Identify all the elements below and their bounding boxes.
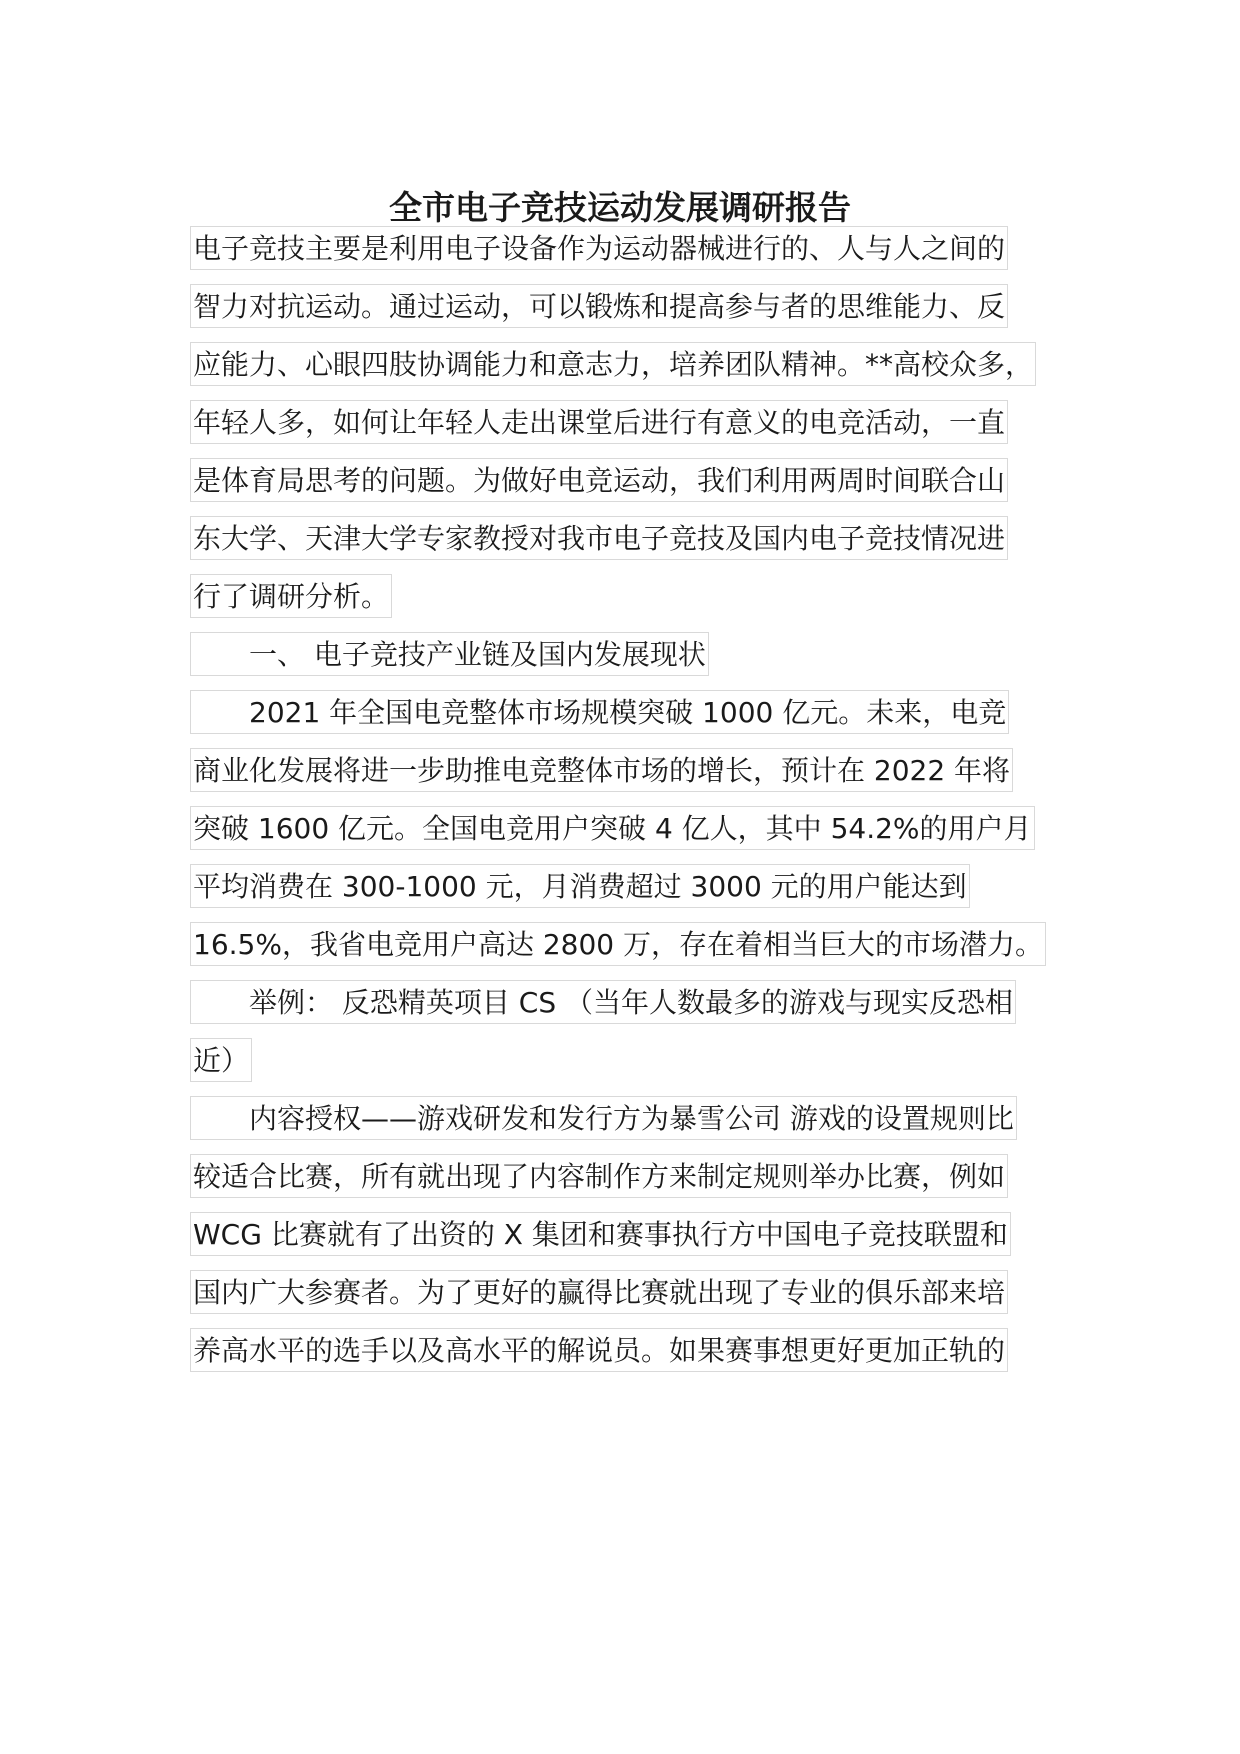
paragraph-line: 突破 1600 亿元。全国电竞用户突破 4 亿人，其中 54.2%的用户月 bbox=[190, 806, 1035, 850]
paragraph-line: 16.5%，我省电竞用户高达 2800 万，存在着相当巨大的市场潜力。 bbox=[190, 922, 1046, 966]
paragraph-line: 是体育局思考的问题。为做好电竞运动，我们利用两周时间联合山 bbox=[190, 458, 1008, 502]
paragraph-line: 平均消费在 300-1000 元，月消费超过 3000 元的用户能达到 bbox=[190, 864, 970, 908]
section-heading: 一、 电子竞技产业链及国内发展现状 bbox=[190, 632, 709, 676]
paragraph-line: 智力对抗运动。通过运动，可以锻炼和提高参与者的思维能力、反 bbox=[190, 284, 1008, 328]
paragraph-line: 应能力、心眼四肢协调能力和意志力，培养团队精神。**高校众多， bbox=[190, 342, 1036, 386]
paragraph-line: 内容授权——游戏研发和发行方为暴雪公司 游戏的设置规则比 bbox=[190, 1096, 1017, 1140]
paragraph-line: 年轻人多，如何让年轻人走出课堂后进行有意义的电竞活动，一直 bbox=[190, 400, 1008, 444]
document-title: 全市电子竞技运动发展调研报告 bbox=[389, 188, 851, 227]
paragraph-line: 2021 年全国电竞整体市场规模突破 1000 亿元。未来，电竞 bbox=[190, 690, 1009, 734]
paragraph-line: WCG 比赛就有了出资的 X 集团和赛事执行方中国电子竞技联盟和 bbox=[190, 1212, 1011, 1256]
paragraph-line: 举例： 反恐精英项目 CS （当年人数最多的游戏与现实反恐相 bbox=[190, 980, 1016, 1024]
paragraph-line: 商业化发展将进一步助推电竞整体市场的增长，预计在 2022 年将 bbox=[190, 748, 1013, 792]
paragraph-line: 国内广大参赛者。为了更好的赢得比赛就出现了专业的俱乐部来培 bbox=[190, 1270, 1008, 1314]
paragraph-line: 行了调研分析。 bbox=[190, 574, 392, 618]
paragraph-line: 养高水平的选手以及高水平的解说员。如果赛事想更好更加正轨的 bbox=[190, 1328, 1008, 1372]
paragraph-line: 电子竞技主要是利用电子设备作为运动器械进行的、人与人之间的 bbox=[190, 226, 1008, 270]
paragraph-line: 较适合比赛，所有就出现了内容制作方来制定规则举办比赛，例如 bbox=[190, 1154, 1008, 1198]
paragraph-line: 东大学、天津大学专家教授对我市电子竞技及国内电子竞技情况进 bbox=[190, 516, 1008, 560]
paragraph-line: 近） bbox=[190, 1038, 252, 1082]
